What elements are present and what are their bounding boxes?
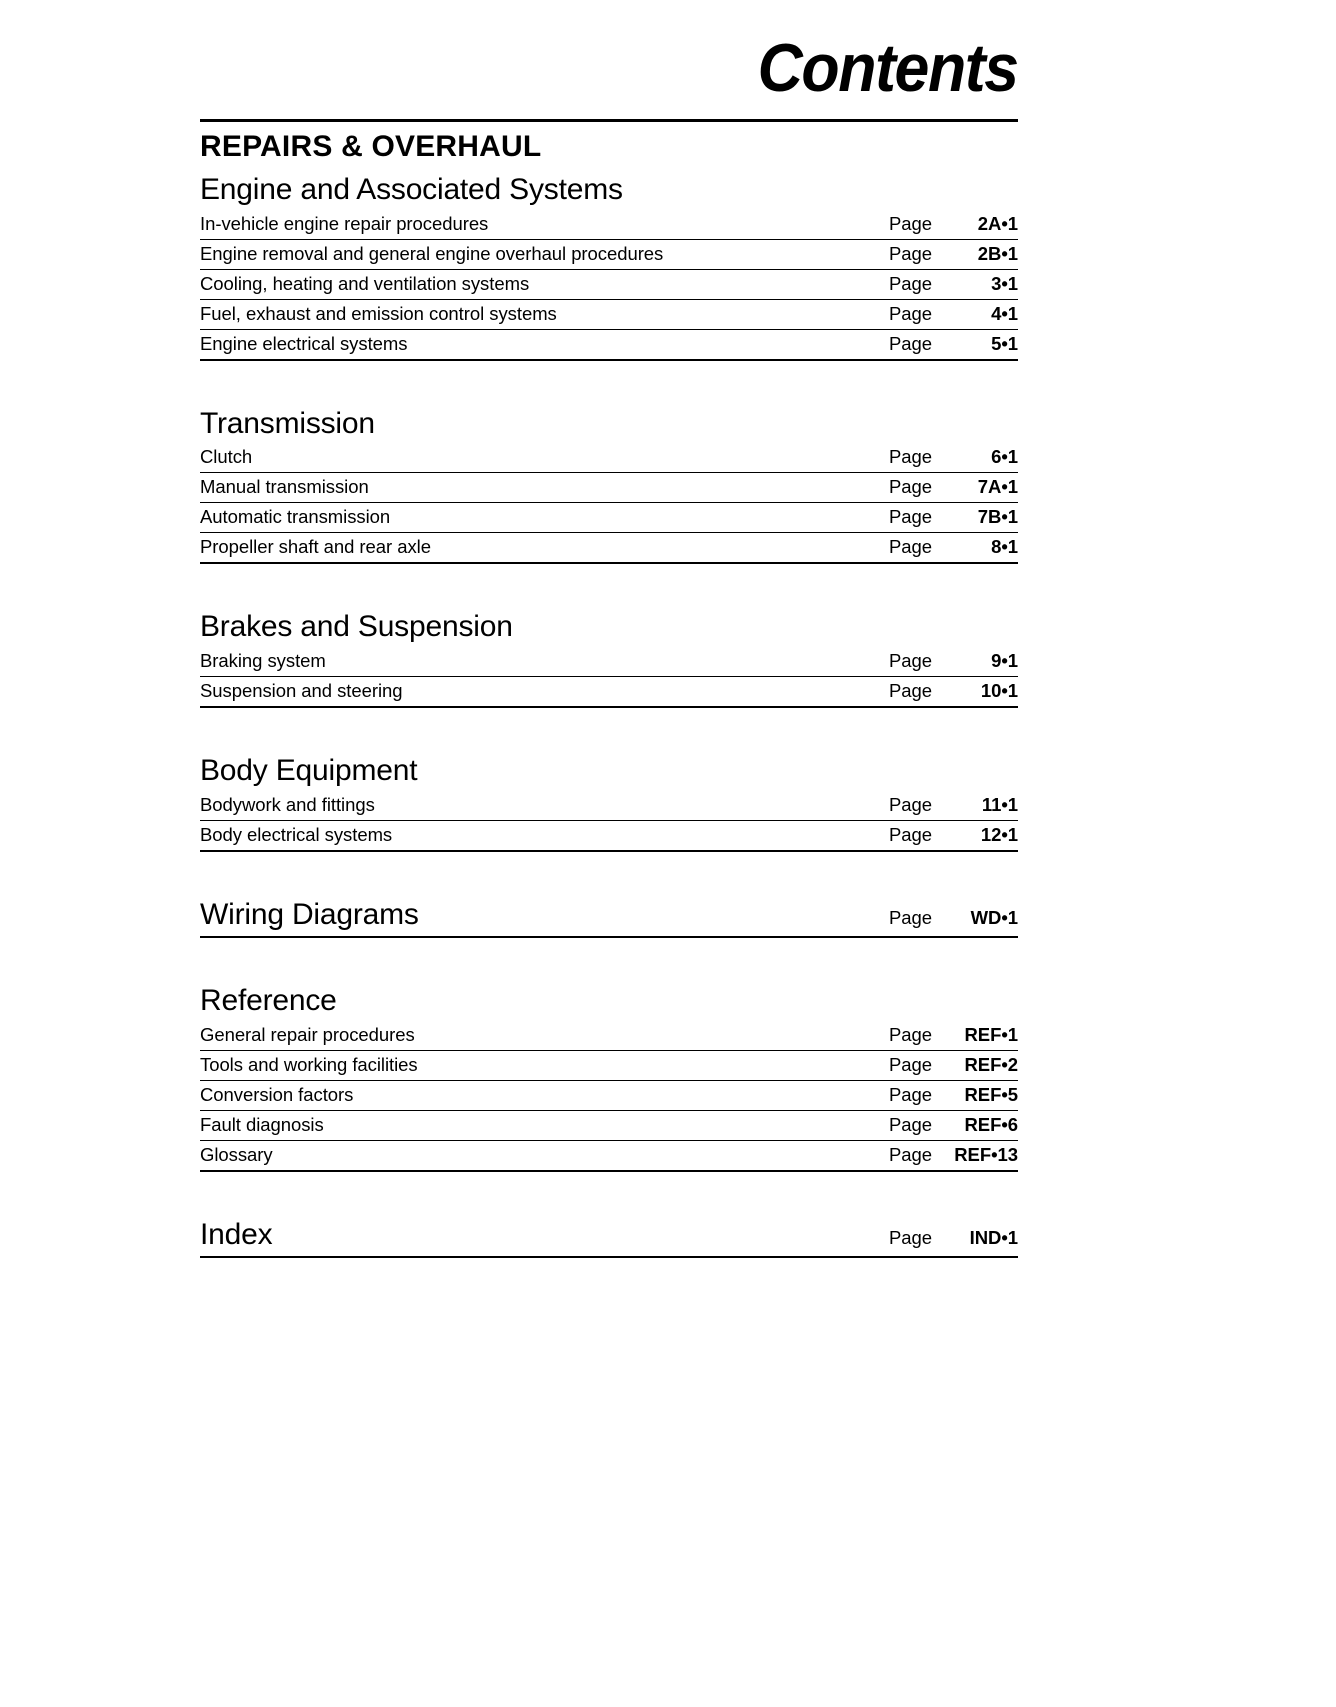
page-number: REF•2 (964, 1053, 1018, 1075)
toc-entry[interactable] (200, 443, 1018, 473)
page-number: WD•1 (970, 906, 1018, 928)
toc-entry[interactable] (200, 1081, 1018, 1111)
toc-entry[interactable] (200, 1051, 1018, 1081)
page-number: IND•1 (969, 1226, 1018, 1248)
toc-entry[interactable] (200, 677, 1018, 708)
section-heading: Engine and Associated Systems (200, 173, 623, 206)
page-number: 8•1 (991, 536, 1018, 558)
toc-entry-title: Bodywork and fittings (200, 793, 375, 815)
page-number: REF•5 (964, 1083, 1018, 1105)
toc-entry[interactable] (200, 503, 1018, 533)
toc-entry-title: Braking system (200, 649, 326, 671)
toc-entry-title: Manual transmission (200, 476, 369, 498)
section-body-equipment (200, 752, 1018, 852)
toc-entry-ref (868, 506, 1018, 528)
toc-entry-title: Engine electrical systems (200, 332, 408, 354)
toc-entry[interactable] (200, 240, 1018, 270)
toc-entry-ref (868, 824, 1018, 846)
toc-entry[interactable] (200, 821, 1018, 852)
toc-entry-ref (868, 536, 1018, 558)
toc-entry[interactable] (200, 1141, 1018, 1172)
toc-entry-title: In-vehicle engine repair procedures (200, 212, 489, 234)
page-label: Page (888, 272, 932, 294)
masthead (0, 0, 1336, 106)
toc-entry[interactable] (200, 473, 1018, 503)
page-number: 7B•1 (977, 506, 1018, 528)
toc-entry-title: Glossary (200, 1143, 273, 1165)
section-heading: Brakes and Suspension (200, 610, 513, 644)
toc-entry[interactable] (200, 270, 1018, 300)
contents-body (200, 119, 1018, 1258)
toc-entry-ref (868, 1054, 1018, 1076)
toc-entry-title: Body electrical systems (200, 823, 393, 845)
page-number: 4•1 (991, 302, 1018, 324)
page-number: REF•6 (964, 1113, 1018, 1135)
toc-entry-title: Propeller shaft and rear axle (200, 536, 431, 558)
page-label: Page (888, 1226, 932, 1248)
toc-entry-ref (868, 303, 1018, 325)
section-reference (200, 982, 1018, 1172)
page-label: Page (888, 679, 932, 701)
section-transmission (200, 405, 1018, 565)
page-number: 10•1 (980, 679, 1018, 701)
toc-entry-ref (868, 476, 1018, 498)
toc-entry-title: Engine removal and general engine overhaul procedures (200, 242, 664, 264)
toc-entry-ref (868, 1114, 1018, 1136)
page-label: Page (888, 506, 932, 528)
page-label: Page (888, 242, 932, 264)
page-number: 9•1 (991, 649, 1018, 671)
page-label: Page (888, 1023, 932, 1045)
toc-entry[interactable] (200, 300, 1018, 330)
toc-entry-title: Automatic transmission (200, 506, 391, 528)
page-label: Page (888, 332, 932, 354)
page-label: Page (888, 1083, 932, 1105)
toc-entry-ref (868, 794, 1018, 816)
section-heading: Wiring Diagrams (200, 897, 419, 931)
page-number: 7A•1 (977, 476, 1018, 498)
toc-entry-ref (868, 1024, 1018, 1046)
toc-entry-ref (868, 273, 1018, 295)
toc-entry-ref (880, 1144, 1018, 1166)
toc-entry[interactable] (200, 1111, 1018, 1141)
toc-entry-title: Fault diagnosis (200, 1113, 324, 1135)
toc-entry-title: Clutch (200, 446, 253, 468)
toc-entry-title: Suspension and steering (200, 679, 403, 701)
toc-entry-title: Cooling, heating and ventilation systems (200, 272, 530, 294)
page-label: Page (888, 793, 932, 815)
page-label: Page (888, 906, 932, 928)
toc-entry[interactable] (200, 330, 1018, 361)
page-number: REF•13 (954, 1143, 1018, 1165)
page-label: Page (888, 446, 932, 468)
toc-entry-title: Fuel, exhaust and emission control systems (200, 302, 557, 324)
section-heading: Reference (200, 984, 337, 1018)
section-brakes-and-suspension (200, 608, 1018, 708)
page-label: Page (888, 823, 932, 845)
section-heading: Transmission (200, 406, 375, 440)
toc-entry-ref (868, 213, 1018, 235)
toc-entry[interactable] (200, 210, 1018, 240)
toc-entry-ref (868, 650, 1018, 672)
page-label: Page (888, 476, 932, 498)
toc-entry-ref (868, 680, 1018, 702)
page-label: Page (888, 1053, 932, 1075)
toc-entry-ref (868, 1084, 1018, 1106)
toc-entry[interactable] (200, 896, 1018, 939)
page-number: 3•1 (991, 272, 1018, 294)
toc-entry[interactable] (200, 1021, 1018, 1051)
section-heading: Body Equipment (200, 754, 418, 788)
page-number: 5•1 (991, 332, 1018, 354)
toc-entry-ref (868, 243, 1018, 265)
toc-entry[interactable] (200, 533, 1018, 564)
toc-entry-title: Tools and working facilities (200, 1053, 418, 1075)
section-heading: Index (200, 1217, 273, 1251)
toc-entry-ref (868, 333, 1018, 355)
page-number: REF•1 (964, 1023, 1018, 1045)
toc-entry[interactable] (200, 791, 1018, 821)
toc-entry[interactable] (200, 1216, 1018, 1259)
page-number: 2B•1 (977, 242, 1018, 264)
page-number: 6•1 (991, 446, 1018, 468)
page-label: Page (888, 649, 932, 671)
page-number: 2A•1 (977, 212, 1018, 234)
toc-entry-title: General repair procedures (200, 1023, 415, 1045)
page-label: Page (888, 536, 932, 558)
toc-entry-title: Conversion factors (200, 1083, 354, 1105)
page-label: Page (888, 302, 932, 324)
masthead-divider (200, 119, 1018, 122)
section-engine-and-associated-systems (200, 171, 1018, 361)
section-index[interactable] (200, 1216, 1018, 1259)
section-wiring-diagrams[interactable] (200, 896, 1018, 939)
page-title: Contents (757, 30, 1018, 106)
toc-entry-ref (868, 1227, 1018, 1249)
page-label: Page (888, 212, 932, 234)
banner-repairs-and-overhaul: REPAIRS & OVERHAUL (200, 130, 542, 163)
toc-entry-ref (868, 907, 1018, 929)
page-number: 12•1 (980, 823, 1018, 845)
toc-entry-ref (868, 446, 1018, 468)
page-number: 11•1 (981, 793, 1018, 815)
page-label: Page (888, 1143, 932, 1165)
page-label: Page (888, 1113, 932, 1135)
toc-entry[interactable] (200, 647, 1018, 677)
